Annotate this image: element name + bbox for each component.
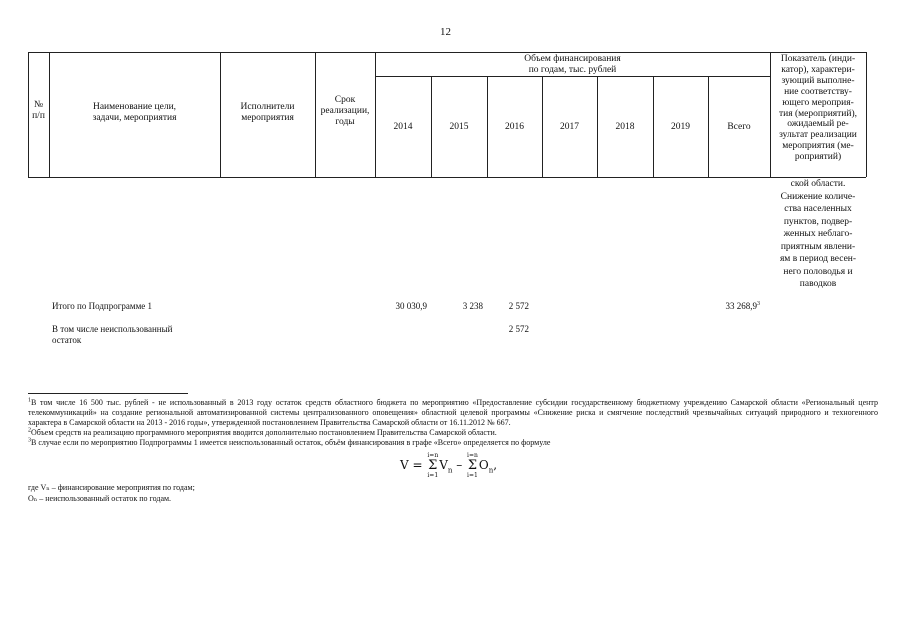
footnote-2-mark: 2 <box>28 427 31 434</box>
header-indicator: Показатель (инди- катор), характери- зующий выполне- ние соответству- ющего мероприя- тия (мероприятий), ожидаемый ре- зультат реализации мероприятия (ме- роприятий) <box>778 54 858 163</box>
header-year-2014: 2014 <box>393 122 413 132</box>
formula-lhs: V = <box>400 458 423 472</box>
formula-term1-sub: n <box>447 466 453 475</box>
formula <box>400 452 497 479</box>
header-num: № п/п <box>32 100 45 121</box>
formula-legend-line-1: где Vₙ – финансирование мероприятия по годам; <box>28 483 195 492</box>
formula-legend-line-2: Oₙ – неиспользованный остаток по годам. <box>28 494 172 503</box>
header-executors: Исполнители мероприятия <box>240 102 295 123</box>
formula-term2-sub: n <box>488 466 494 475</box>
footnotes <box>28 398 878 448</box>
footnote-1-text: В том числе 16 500 тыс. рублей - не использованный в 2013 году остаток средств областного бюджета по мероприятию «Предоставление субсидии государственному бюджетному учреждению Самарской области «Региональный центр телекоммуникаций» на создание региональной автоматизированной системы централизованного оповещения» областной целевой программы «Снижение риска и смягчение последствий чрезвычайных ситуаций природного и техногенного характера в Самарской области на 2013 - 2016 годы», утвержденной постановлением Правительства Самарской области от 16.11.2012 № 667. <box>28 398 878 427</box>
footnote-3-text: В случае если по мероприятию Подпрограммы 1 имеется неиспользованный остаток, объём финансирования в графе «Всего» определяется по формуле <box>31 438 551 447</box>
header-bottom-border <box>28 177 866 178</box>
footnote-2-text: Объем средств на реализацию программного мероприятия вводится дополнительно постановлением Правительства Самарской области. <box>31 428 497 437</box>
formula-term1: V <box>439 458 448 472</box>
total-row-total-footnote-mark: 3 <box>757 301 760 307</box>
page-number: 12 <box>440 26 451 38</box>
footnote-3-mark: 3 <box>28 437 31 444</box>
formula-minus: – <box>456 458 463 472</box>
total-row-2015: 3 238 <box>462 301 483 311</box>
funding-group-divider <box>375 76 770 77</box>
formula-sum-2: i=n Σ i=1 <box>467 452 478 479</box>
formula-sum-2-bottom: i=1 <box>467 472 478 479</box>
formula-sum-1-bottom: i=1 <box>427 472 439 479</box>
unused-row-2016: 2 572 <box>508 324 529 334</box>
formula-sum-1-top: i=n <box>427 452 439 459</box>
total-row-2016: 2 572 <box>508 301 529 311</box>
total-row-total-value: 33 268,9 <box>725 301 757 311</box>
header-total: Всего <box>727 122 751 132</box>
header-year-2015: 2015 <box>449 122 469 132</box>
footnote-3 <box>28 438 878 448</box>
footnote-2 <box>28 428 878 438</box>
total-row-2014: 30 030,9 <box>395 301 427 311</box>
total-row-label: Итого по Подпрограмме 1 <box>52 301 153 311</box>
header-funding-group: Объем финансирования по годам, тыс. рублей <box>524 54 621 75</box>
header-term: Срок реализации, годы <box>320 95 370 127</box>
header-name: Наименование цели, задачи, мероприятия <box>92 102 177 123</box>
formula-term2: O <box>478 458 489 472</box>
indicator-continuation: ской области. Снижение количе- ства населенных пунктов, подвер- женных неблаго- приятным явлени- ям в период весен- него половодья и паводков <box>779 179 857 289</box>
header-year-2018: 2018 <box>615 122 635 132</box>
formula-end: , <box>493 458 498 472</box>
unused-row-label: В том числе неиспользованный остаток <box>52 324 173 345</box>
formula-legend <box>28 482 195 504</box>
footnote-1-mark: 1 <box>28 397 31 404</box>
total-row-total <box>700 301 760 312</box>
footnote-separator <box>28 393 188 394</box>
header-year-2019: 2019 <box>671 122 690 132</box>
footnote-1 <box>28 398 878 428</box>
formula-sum-1: i=n Σ i=1 <box>427 452 439 479</box>
formula-sum-2-top: i=n <box>467 452 478 459</box>
table-top-border <box>28 52 866 53</box>
header-year-2017: 2017 <box>560 122 579 132</box>
header-year-2016: 2016 <box>505 122 524 132</box>
col-border-12 <box>866 52 867 177</box>
